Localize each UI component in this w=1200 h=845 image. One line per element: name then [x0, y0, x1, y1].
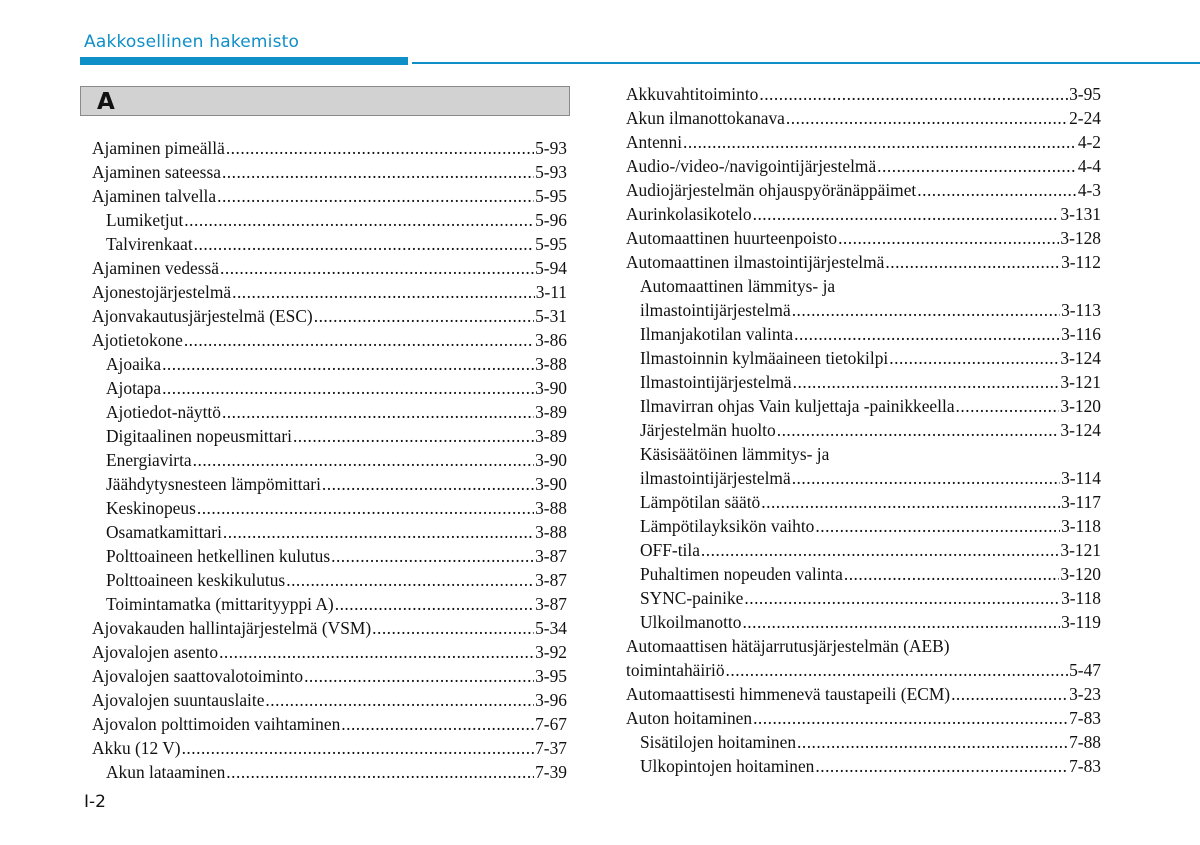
index-entry-term: ilmastointijärjestelmä	[640, 300, 791, 320]
index-entry	[92, 136, 567, 160]
dot-leader	[792, 466, 1060, 490]
index-entry-term: Ajotiedot-näyttö	[106, 402, 221, 422]
dot-leader	[162, 376, 534, 400]
index-entry-term: Keskinopeus	[106, 498, 196, 518]
index-entry-page: 5-95	[535, 234, 567, 254]
dot-leader	[815, 754, 1068, 778]
index-entry-page: 3-90	[535, 474, 567, 494]
index-entry-term: Ajovalojen saattovalotoiminto	[92, 666, 304, 686]
dot-leader	[917, 178, 1077, 202]
index-entry-term: Jäähdytysnesteen lämpömittari	[106, 474, 321, 494]
dot-leader	[877, 154, 1077, 178]
index-entry-page: 4-3	[1077, 180, 1101, 200]
dot-leader	[793, 370, 1060, 394]
dot-leader	[759, 82, 1068, 106]
index-subentry	[626, 466, 1101, 490]
index-entry	[92, 664, 567, 688]
dot-leader	[286, 568, 534, 592]
index-subentry	[626, 514, 1101, 538]
index-entry-page: 3-124	[1060, 348, 1101, 368]
index-entry-page: 4-2	[1077, 132, 1101, 152]
index-entry-page: 3-120	[1060, 564, 1101, 584]
index-entry-term: Talvirenkaat	[106, 234, 193, 254]
index-subentry	[626, 490, 1101, 514]
index-entry-page: 3-88	[535, 354, 567, 374]
index-entry-page: 5-93	[535, 138, 567, 158]
index-entry-term: toimintahäiriö	[626, 660, 725, 680]
index-entry-term: Ilmastoinnin kylmäaineen tietokilpi	[640, 348, 889, 368]
index-entry	[626, 82, 1101, 106]
index-entry-term: Ilmastointijärjestelmä	[640, 372, 792, 392]
index-entry-page: 7-83	[1069, 756, 1101, 776]
index-entry-page: 3-95	[1069, 84, 1101, 104]
index-subentry	[92, 424, 567, 448]
index-entry	[92, 712, 567, 736]
index-entry-page: 3-96	[535, 690, 567, 710]
index-entry-term: Järjestelmän huolto	[640, 420, 776, 440]
index-entry-term: Akun ilmanottokanava	[626, 108, 785, 128]
index-entry-page: 3-90	[535, 450, 567, 470]
index-column-right	[626, 82, 1101, 778]
index-entry-page: 3-88	[535, 498, 567, 518]
index-subentry	[626, 610, 1101, 634]
index-subentry	[626, 538, 1101, 562]
index-entry	[92, 304, 567, 328]
index-entry	[92, 160, 567, 184]
index-entry-term: Lämpötilayksikön vaihto	[640, 516, 815, 536]
dot-leader	[889, 346, 1059, 370]
index-entry-term: Ajaminen talvella	[92, 186, 217, 206]
dot-leader	[184, 328, 534, 352]
index-entry-term: SYNC-painike	[640, 588, 744, 608]
index-entry	[92, 736, 567, 760]
index-entry-term: Audiojärjestelmän ohjauspyöränäppäimet	[626, 180, 917, 200]
index-subentry	[626, 586, 1101, 610]
index-entry	[92, 616, 567, 640]
index-entry-page: 3-117	[1061, 492, 1101, 512]
index-entry-term: Ajaminen vedessä	[92, 258, 220, 278]
index-entry-page: 7-83	[1069, 708, 1101, 728]
index-entry-term: Ajovalon polttimoiden vaihtaminen	[92, 714, 341, 734]
index-entry-term: Ajovalojen asento	[92, 642, 219, 662]
index-entry-term: Energiavirta	[106, 450, 192, 470]
index-entry	[626, 226, 1101, 250]
dot-leader	[683, 130, 1077, 154]
dot-leader	[335, 592, 534, 616]
index-subentry	[626, 298, 1101, 322]
index-entry	[92, 328, 567, 352]
dot-leader	[182, 736, 535, 760]
index-entry-page: 3-87	[535, 570, 567, 590]
index-entry	[626, 130, 1101, 154]
section-letter: A	[97, 89, 115, 115]
dot-leader	[304, 664, 534, 688]
index-entry-term: Sisätilojen hoitaminen	[640, 732, 797, 752]
index-entry-term: Aurinkolasikotelo	[626, 204, 752, 224]
index-subentry	[92, 472, 567, 496]
index-entry-lead: Käsisäätöinen lämmitys- ja	[640, 444, 830, 464]
dot-leader	[162, 352, 534, 376]
dot-leader	[742, 610, 1060, 634]
dot-leader	[217, 184, 534, 208]
dot-leader	[838, 226, 1059, 250]
index-entry-term: Ajaminen sateessa	[92, 162, 221, 182]
index-entry-term: Lämpötilan säätö	[640, 492, 761, 512]
index-entry-term: Digitaalinen nopeusmittari	[106, 426, 292, 446]
index-entry-page: 3-131	[1060, 204, 1101, 224]
index-entry-term: Ajotapa	[106, 378, 162, 398]
index-entry	[626, 706, 1101, 730]
index-entry-page: 7-37	[535, 738, 567, 758]
index-entry-term: Osamatkamittari	[106, 522, 222, 542]
index-entry-term: Puhaltimen nopeuden valinta	[640, 564, 843, 584]
index-entry-page: 3-95	[535, 666, 567, 686]
index-entry-page: 3-118	[1061, 516, 1101, 536]
index-entry-page: 5-34	[535, 618, 567, 638]
index-entry-term: Ajotietokone	[92, 330, 183, 350]
dot-leader	[322, 472, 534, 496]
index-subentry	[92, 568, 567, 592]
index-entry	[92, 280, 567, 304]
index-entry	[626, 202, 1101, 226]
index-subentry	[92, 208, 567, 232]
index-subentry	[92, 520, 567, 544]
index-subentry	[92, 400, 567, 424]
index-entry-page: 3-119	[1061, 612, 1101, 632]
index-entry-page: 5-96	[535, 210, 567, 230]
index-entry-term: Ulkoilmanotto	[640, 612, 742, 632]
dot-leader	[372, 616, 534, 640]
index-entry-page: 7-88	[1069, 732, 1101, 752]
dot-leader	[222, 400, 534, 424]
dot-leader	[219, 640, 534, 664]
index-subentry	[92, 232, 567, 256]
dot-leader	[761, 490, 1060, 514]
dot-leader	[184, 208, 534, 232]
index-entry-term: Audio-/video-/navigointijärjestelmä	[626, 156, 877, 176]
header-rule-thin	[412, 62, 1200, 64]
index-entry-page: 4-4	[1077, 156, 1101, 176]
dot-leader	[341, 712, 534, 736]
index-entry-page: 3-11	[535, 282, 567, 302]
index-entry	[92, 256, 567, 280]
index-subentry	[626, 418, 1101, 442]
dot-leader	[314, 304, 534, 328]
index-entry-term: Automaattisesti himmenevä taustapeili (ECM)	[626, 684, 951, 704]
dot-leader	[223, 520, 534, 544]
dot-leader	[786, 106, 1068, 130]
index-entry-page: 3-89	[535, 402, 567, 422]
index-entry-term: Akku (12 V)	[92, 738, 181, 758]
dot-leader	[194, 232, 534, 256]
dot-leader	[885, 250, 1060, 274]
dot-leader	[226, 760, 534, 784]
index-entry-term: Ajoaika	[106, 354, 162, 374]
index-entry	[626, 106, 1101, 130]
dot-leader	[222, 160, 534, 184]
dot-leader	[777, 418, 1060, 442]
dot-leader	[197, 496, 534, 520]
dot-leader	[753, 706, 1068, 730]
index-entry-term: Antenni	[626, 132, 683, 152]
index-subentry	[626, 730, 1101, 754]
index-entry-term: Polttoaineen hetkellinen kulutus	[106, 546, 331, 566]
index-entry-lead: Automaattisen hätäjarrutusjärjestelmän (AEB)	[626, 636, 950, 656]
dot-leader	[794, 322, 1060, 346]
index-subentry	[92, 760, 567, 784]
index-entry-page: 5-47	[1069, 660, 1101, 680]
index-entry-page: 5-95	[535, 186, 567, 206]
index-entry	[92, 184, 567, 208]
index-entry-page: 3-113	[1061, 300, 1101, 320]
index-entry-term: Ajonestojärjestelmä	[92, 282, 232, 302]
dot-leader	[220, 256, 534, 280]
index-entry-term: Akkuvahtitoiminto	[626, 84, 759, 104]
index-column-left	[92, 136, 567, 784]
index-entry-page: 3-23	[1069, 684, 1101, 704]
dot-leader	[293, 424, 534, 448]
index-entry-page: 3-87	[535, 594, 567, 614]
page-number: I-2	[84, 792, 106, 812]
index-entry	[626, 658, 1101, 682]
index-subentry	[92, 352, 567, 376]
index-entry-page: 3-112	[1061, 252, 1101, 272]
dot-leader	[744, 586, 1060, 610]
index-subentry	[626, 322, 1101, 346]
index-entry-page: 3-118	[1061, 588, 1101, 608]
index-entry-term: Ajovakauden hallintajärjestelmä (VSM)	[92, 618, 372, 638]
index-subentry	[626, 394, 1101, 418]
dot-leader	[844, 562, 1060, 586]
index-entry-page: 5-93	[535, 162, 567, 182]
dot-leader	[193, 448, 534, 472]
index-entry	[92, 640, 567, 664]
index-entry-page: 3-88	[535, 522, 567, 542]
header-rule-thick	[80, 57, 408, 65]
index-subentry	[92, 376, 567, 400]
index-entry-page: 5-31	[535, 306, 567, 326]
dot-leader	[951, 682, 1068, 706]
index-entry-term: Polttoaineen keskikulutus	[106, 570, 286, 590]
index-entry-page: 3-116	[1061, 324, 1101, 344]
index-entry-page: 5-94	[535, 258, 567, 278]
index-entry-page: 3-89	[535, 426, 567, 446]
index-entry-term: Automaattinen huurteenpoisto	[626, 228, 838, 248]
dot-leader	[232, 280, 535, 304]
index-entry-page: 7-67	[535, 714, 567, 734]
index-entry-page: 3-92	[535, 642, 567, 662]
index-entry-term: ilmastointijärjestelmä	[640, 468, 791, 488]
index-entry-page: 3-90	[535, 378, 567, 398]
index-entry-page: 7-39	[535, 762, 567, 782]
index-entry-term: Ulkopintojen hoitaminen	[640, 756, 815, 776]
index-subentry	[626, 370, 1101, 394]
index-entry-page: 3-121	[1060, 372, 1101, 392]
index-entry-term: OFF-tila	[640, 540, 700, 560]
dot-leader	[726, 658, 1069, 682]
index-entry-page: 3-87	[535, 546, 567, 566]
index-entry-page: 3-114	[1061, 468, 1101, 488]
index-entry-page: 3-86	[535, 330, 567, 350]
dot-leader	[331, 544, 534, 568]
index-entry-term: Ajaminen pimeällä	[92, 138, 225, 158]
index-entry-term: Ilmanjakotilan valinta	[640, 324, 794, 344]
dot-leader	[792, 298, 1060, 322]
index-entry	[626, 682, 1101, 706]
index-entry-page: 2-24	[1069, 108, 1101, 128]
index-entry	[626, 250, 1101, 274]
index-entry-term: Ilmavirran ohjas Vain kuljettaja -painikkeella	[640, 396, 955, 416]
index-subentry	[626, 562, 1101, 586]
dot-leader	[797, 730, 1068, 754]
index-subentry	[92, 496, 567, 520]
index-subentry	[626, 754, 1101, 778]
index-entry-term: Auton hoitaminen	[626, 708, 753, 728]
index-subentry	[626, 346, 1101, 370]
dot-leader	[753, 202, 1060, 226]
index-entry	[626, 178, 1101, 202]
dot-leader	[815, 514, 1060, 538]
index-entry-term: Ajonvakautusjärjestelmä (ESC)	[92, 306, 313, 326]
index-entry-term: Ajovalojen suuntauslaite	[92, 690, 265, 710]
index-entry-term: Automaattinen ilmastointijärjestelmä	[626, 252, 885, 272]
index-entry-page: 3-120	[1060, 396, 1101, 416]
index-subentry	[92, 592, 567, 616]
section-letter-box	[80, 86, 570, 116]
section-header-title: Aakkosellinen hakemisto	[84, 32, 300, 52]
index-entry-page: 3-124	[1060, 420, 1101, 440]
index-entry	[626, 154, 1101, 178]
dot-leader	[701, 538, 1060, 562]
index-entry-page: 3-121	[1060, 540, 1101, 560]
index-subentry	[92, 448, 567, 472]
index-entry-lead: Automaattinen lämmitys- ja	[640, 276, 836, 296]
index-entry-term: Lumiketjut	[106, 210, 184, 230]
index-subentry	[92, 544, 567, 568]
index-entry	[92, 688, 567, 712]
dot-leader	[265, 688, 534, 712]
dot-leader	[956, 394, 1060, 418]
index-entry-page: 3-128	[1060, 228, 1101, 248]
index-entry-term: Toimintamatka (mittarityyppi A)	[106, 594, 334, 614]
dot-leader	[226, 136, 534, 160]
index-entry-term: Akun lataaminen	[106, 762, 226, 782]
